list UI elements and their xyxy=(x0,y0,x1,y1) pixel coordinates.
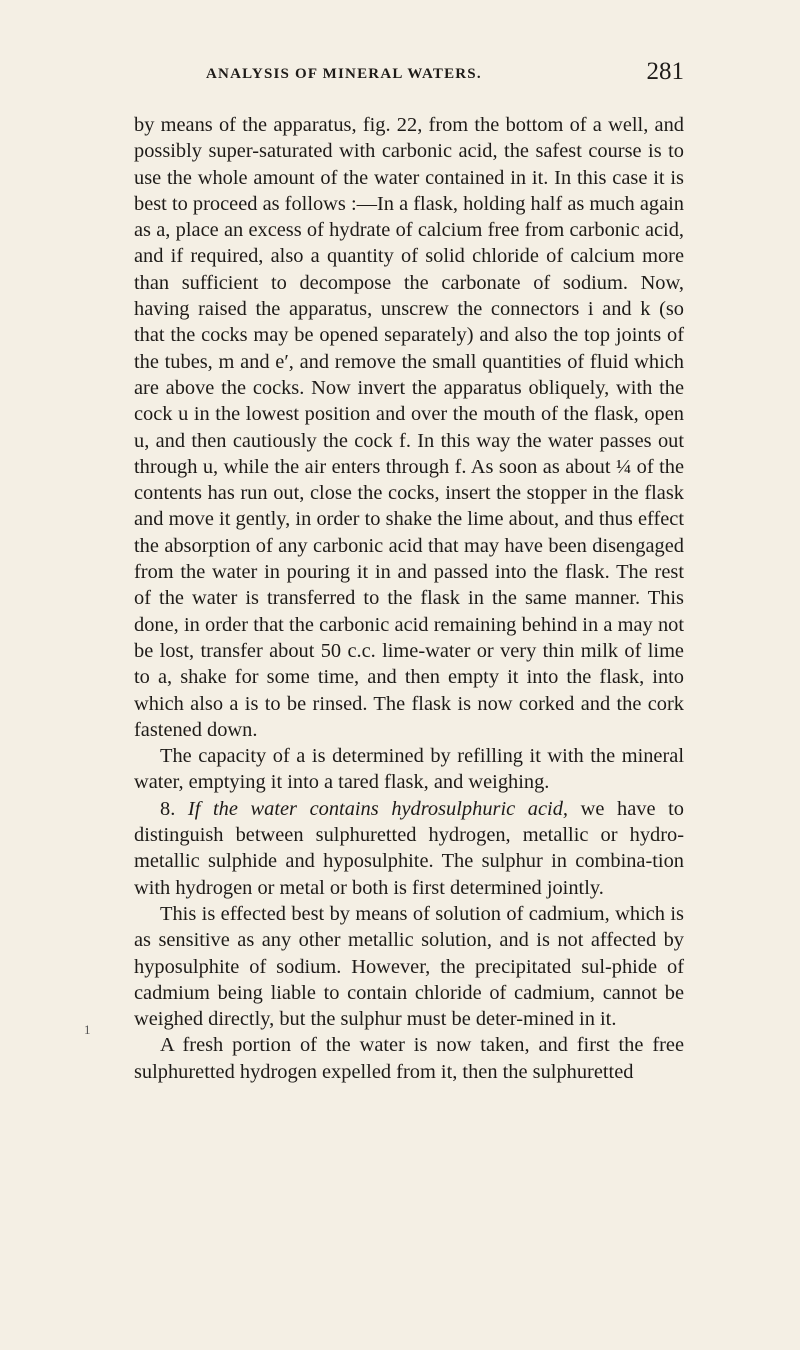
paragraph-fresh-portion: A fresh portion of the water is now taken, and first the free sulphuretted hydrogen expelled from it, then the sulphuretted xyxy=(134,1034,684,1083)
section-text: we have to distinguish between sulphuretted hydrogen, metallic or hydro-metallic sulphide and hyposulphite. The sulphur in combina-tion with hydrogen or metal or both is first determined jointly. xyxy=(134,797,684,899)
paragraph-apparatus: by means of the apparatus, fig. 22, from the bottom of a well, and possibly super-saturated with carbonic acid, the safest course is to use the whole amount of the water contained in it. In this case it is best to proceed as follows :—In a flask, holding half as much again as a, place an excess of hydrate of calcium free from carbonic acid, and if required, also a quantity of solid chloride of calcium more than sufficient to decompose the carbonate of sodium. Now, having raised the apparatus, unscrew the connectors i and k (so that the cocks may be opened separately) and also the top joints of the tubes, m and e′, and remove the small quantities of fluid which are above the cocks. Now invert the apparatus obliquely, with the cock u in the lowest position and over the mouth of the flask, open u, and then cautiously the cock f. In this way the water passes out through u, while the air enters through f. As soon as about ¼ of the contents has run out, close the cocks, insert the stopper in the flask and move it gently, in order to shake the lime about, and thus effect the absorption of any carbonic acid that may have been disengaged from the water in pouring it in and passed into the flask. The rest of the water is transferred to the flask in the same manner. This done, in order that the carbonic acid remaining behind in a may not be lost, transfer about 50 c.c. lime-water or very thin milk of lime to a, shake for some time, and then empty it into the flask, into which also a is to be rinsed. The flask is now corked and the cork fastened down. xyxy=(134,114,684,741)
running-head: ANALYSIS OF MINERAL WATERS. xyxy=(206,66,482,82)
section-number: 8. xyxy=(160,797,176,820)
section-heading: If the water contains hydrosulphuric acid, xyxy=(187,797,568,820)
paragraph-section-8 xyxy=(134,796,684,901)
page-header xyxy=(134,58,684,102)
paragraph-cadmium: This is effected best by means of solution of cadmium, which is as sensitive as any other metallic solution, and is not affected by hyposulphite of sodium. However, the precipitated sul-phide of cadmium being liable to contain chloride of cadmium, cannot be weighed directly, but the sulphur must be deter-mined in it. xyxy=(134,902,684,1031)
page-number: 281 xyxy=(646,58,684,85)
paragraph-capacity: The capacity of a is determined by refilling it with the mineral water, emptying it into a tared flask, and weighing. xyxy=(134,745,684,794)
margin-mark: 1 xyxy=(84,1022,91,1037)
body-text xyxy=(134,112,684,1085)
